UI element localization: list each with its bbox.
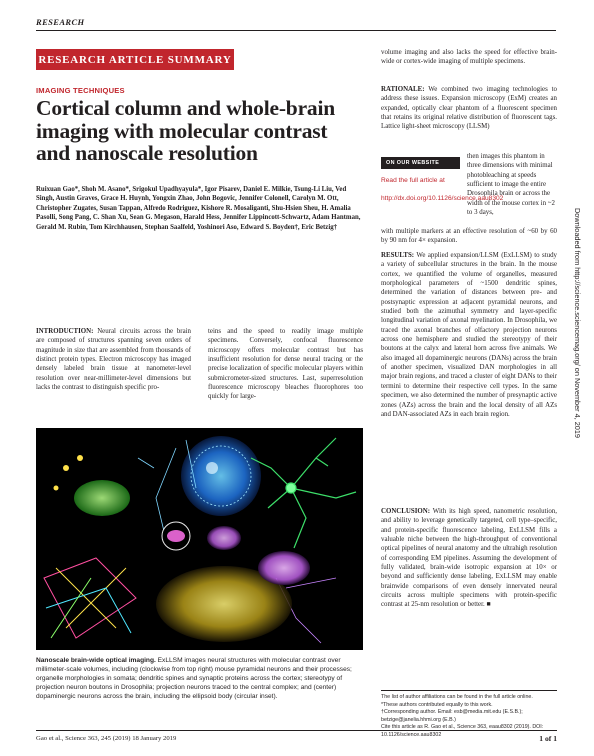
bottom-rule — [36, 730, 557, 731]
intro-column-a — [36, 327, 191, 392]
figure-caption — [36, 656, 363, 701]
rationale-after: with multiple markers at an effective resolution of ~60 by 60 by 90 nm for 4× expansion. — [381, 228, 557, 245]
kicker: IMAGING TECHNIQUES — [36, 86, 125, 95]
intro-text-b: teins and the speed to readily image multiple specimens. Conversely, confocal fluorescence microscopy offers molecular contrast but has insufficient resolution for dense neural tracing or the precise localization of specific molecular players within submicrometer-sized structures. Last, superresolution fluorescence microscopy bleaches fluorophores too quickly for large- — [208, 328, 363, 401]
rationale-wrap: then images this phantom in three dimensions with minimal photobleaching at speeds sufficient to image the entire Drosophila brain or across the width of the mouse cortex in ~2 to 3 days, — [467, 153, 555, 217]
figure-illustration — [36, 428, 363, 650]
website-heading: ON OUR WEBSITE — [381, 157, 460, 169]
download-note: Downloaded from http://science.sciencemag.org/ on November 4, 2019 — [573, 208, 582, 438]
intro-text-r: volume imaging and also lacks the speed for effective brain-wide or cortex-wide imaging of multiple specimens. — [381, 49, 557, 66]
caption-lead: Nanoscale brain-wide optical imaging. — [36, 657, 156, 664]
results-text: We applied expansion/LLSM (ExLLSM) to study a variety of subcellular structures in the brain. In the mouse cortex, we quantified the volume of organelles, measured morphological parameters of ~1500 dendritic spines, determined the variation of distances between pre- and postsynaptic expression at adjacent pyramidal neurons, and studied both the azimuthal symmetry and layer-specific longitudinal variation of axonal myelination. In Drosophila, we traced the axonal branches of olfactory projection neurons across one hemisphere and studied the stereotypy of their boutons at the calyx and lateral horn across five animals. We also imaged all dopaminergic neurons (DANs) across the brain of another specimen, visualized DAN morphologies in all major brain regions, and traced a cluster of eight DANs to their termini to determine their respective cell types. In the same specimen, we also determined the number of presynaptic active zones (AZs) across the brain and the local density of all AZs and DAN-associated AZs in each brain region. — [381, 252, 557, 418]
rationale-lead: RATIONALE: — [381, 86, 425, 93]
conclusion-lead: CONCLUSION: — [381, 508, 431, 515]
rationale-paragraph — [381, 85, 557, 132]
website-box — [381, 157, 504, 231]
results-paragraph — [381, 251, 557, 419]
intro-column-b — [208, 327, 363, 402]
results-lead: RESULTS: — [381, 252, 415, 259]
footer-citation: Gao et al., Science 363, 245 (2019) 18 January 2019 — [36, 735, 177, 742]
top-rule — [36, 30, 556, 31]
conclusion-paragraph — [381, 507, 557, 610]
caption-text: ExLLSM images neural structures with molecular contrast over millimeter-scale volumes, including (clockwise from top right) mouse pyramidal neurons and their processes; organelle morphologies in somata; dendritic spines and synaptic proteins across the cortex; stereotypy of projection neuron boutons in Drosophila; projection neurons traced to the central complex; and (center) dopaminergic neurons across the brain, including the ellipsoid body (circular inset). — [36, 657, 352, 701]
summary-figure — [36, 428, 363, 650]
author-list: Ruixuan Gao*, Shoh M. Asano*, Srigokul Upadhyayula*, Igor Pisarev, Daniel E. Milkie, Tsung-Li Liu, Ved Singh, Austin Graves, Grace H. Huynh, Yongxin Zhao, John Bogovic, Jennifer Colonell, Carolyn M. Ott, Christopher Zugates, Susan Tappan, Alfredo Rodriguez, Kishore R. Mosaliganti, Shu-Hsien Sheu, H. Amalia Pasolli, Song Pang, C. Shan Xu, Sean G. Megason, Harald Hess, Jennifer Lippincott-Schwartz, Adam Hantman, Gerald M. Rubin, Tom Kirchhausen, Stephan Saalfeld, Yoshinori Aso, Edward S. Boyden†, Eric Betzig† — [36, 186, 361, 231]
rationale-text: We combined two imaging technologies to address these issues. Expansion microscopy (ExM) creates an expanded, optically clear phantom of a fluorescent specimen that retains its original relative distribution of fluorescent tags. Lattice light-sheet microscopy (LLSM) — [381, 86, 557, 131]
footnote-cite: Cite this article as R. Gao et al., Science 363, eaau8302 (2019). DOI: 10.1126/science.aau8302 — [381, 724, 544, 738]
website-link[interactable]: Read the full article at http://dx.doi.org/10.1126/science.aau8302 — [381, 177, 504, 202]
footnotes — [381, 694, 557, 740]
ellipsoid-inset — [162, 522, 190, 550]
intro-lead: INTRODUCTION: — [36, 328, 94, 335]
footnote-equal: *These authors contributed equally to this work. — [381, 701, 493, 708]
footnote-rule — [381, 690, 557, 691]
intro-text-a: Neural circuits across the brain are composed of structures spanning seven orders of magnitude in size that are assembled from thousands of distinct protein types. Electron microscopy has imaged densely labeled brain tissue at nanometer-level resolution over near-millimeter-level dimensions but lacks the contrast to distinguish specific pro- — [36, 328, 191, 392]
footnote-corresponding: †Corresponding author. Email: esb@media.mit.edu (E.S.B.); betzige@janelia.hhmi.org (E.B.) — [381, 709, 523, 723]
summary-banner: RESEARCH ARTICLE SUMMARY — [36, 49, 234, 70]
article-title: Cortical column and whole-brain imaging with molecular contrast and nanoscale resolution — [36, 96, 335, 165]
page-number: 1 of 1 — [539, 734, 557, 743]
section-label: RESEARCH — [36, 17, 85, 27]
intro-continuation — [381, 48, 557, 67]
organelle-panel — [181, 436, 261, 516]
conclusion-text: With its high speed, nanometric resolution, and ability to leverage genetically targeted, cell type–specific, and protein-specific fluorescence labeling, ExLLSM fills a valuable niche between the high-throughput of conventional optical pipelines of neural anatomy and the ultrahigh resolution of corresponding EM pipelines. Assuming the development of fully validated, brain-wide isotropic expansion at 10× or beyond and sufficiently dense labeling, ExLLSM may enable brainwide comparisons of even densely innervated neural circuits across multiple specimens with protein-specific contrast at 25-nm resolution or better. ■ — [381, 508, 557, 609]
footnote-affiliations: The list of author affiliations can be found in the full article online. — [381, 694, 533, 700]
